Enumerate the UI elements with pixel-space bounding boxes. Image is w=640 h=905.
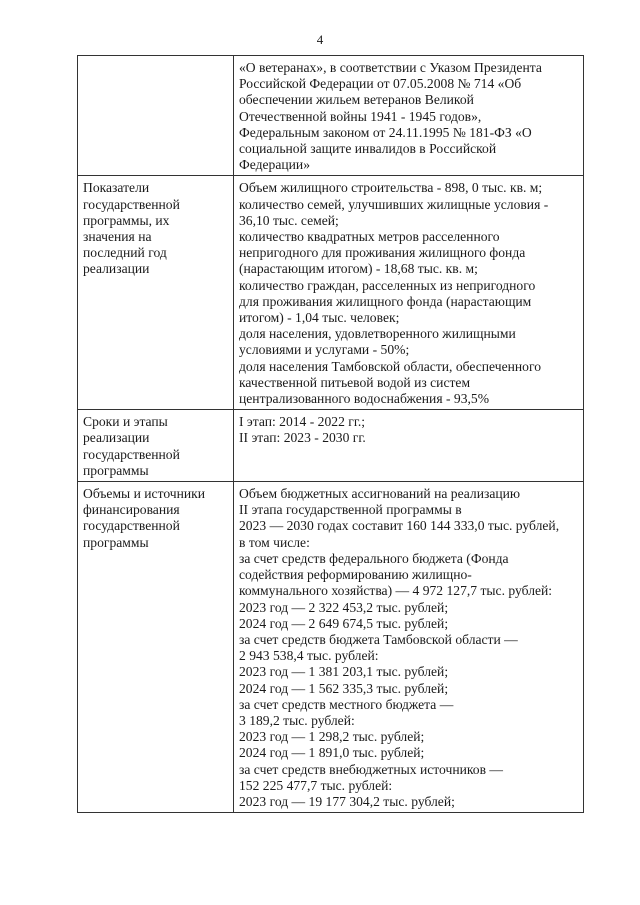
row-content-line: в том числе: <box>239 534 310 550</box>
row-label-line: программы <box>83 534 149 550</box>
row-content-line: II этапа государственной программы в <box>239 502 462 518</box>
row-label-line: последний год <box>83 245 167 261</box>
row-content-line: количество семей, улучшивших жилищные условия - <box>239 196 549 212</box>
row-label-cell <box>78 482 234 813</box>
table-row <box>78 482 584 813</box>
table-row <box>78 176 584 410</box>
row-content-line: качественной питьевой водой из систем <box>239 374 471 390</box>
table-row <box>78 56 584 176</box>
row-label-line: программы <box>83 462 149 478</box>
row-content-line: обеспечении жильем ветеранов Великой <box>239 92 474 108</box>
row-content-line: Федеральным законом от 24.11.1995 № 181-ФЗ «О <box>239 124 532 140</box>
row-content-line: социальной защите инвалидов в Российской <box>239 141 497 157</box>
row-label-cell <box>78 176 234 410</box>
row-content-line: для проживания жилищного фонда (нарастающим <box>239 293 532 309</box>
row-content-line: 2023 год — 1 298,2 тыс. рублей; <box>239 729 425 745</box>
row-content-line: Федерации» <box>239 157 310 173</box>
row-label-line: Сроки и этапы <box>83 414 168 430</box>
row-label-line: значения на <box>83 229 152 245</box>
row-content-line: 2023 год — 2 322 453,2 тыс. рублей; <box>239 599 449 615</box>
row-content-line: Объем бюджетных ассигнований на реализацию <box>239 486 521 502</box>
row-label-line: реализации <box>83 261 150 277</box>
row-content-line: количество квадратных метров расселенного <box>239 229 500 245</box>
row-content-line: 152 225 477,7 тыс. рублей: <box>239 777 393 793</box>
row-content-line: итогом) - 1,04 тыс. человек; <box>239 310 400 326</box>
row-content-line: Объем жилищного строительства - 898, 0 тыс. кв. м; <box>239 180 543 196</box>
table-row <box>78 410 584 482</box>
row-content-line: «О ветеранах», в соответствии с Указом Президента <box>239 60 542 75</box>
row-content-cell <box>234 410 584 482</box>
row-content-line: за счет средств федерального бюджета (Фонда <box>239 550 509 566</box>
row-content-line: доля населения Тамбовской области, обеспеченного <box>239 358 541 374</box>
row-label-line: реализации <box>83 430 150 446</box>
row-content-line: 2 943 538,4 тыс. рублей: <box>239 648 379 664</box>
row-content-line: 3 189,2 тыс. рублей: <box>239 712 355 728</box>
row-content-line: I этап: 2014 - 2022 гг.; <box>239 414 366 430</box>
row-content-line: 2023 год — 1 381 203,1 тыс. рублей; <box>239 664 449 680</box>
row-content-line: количество граждан, расселенных из непригодного <box>239 277 536 293</box>
row-content-line: содействия реформированию жилищно- <box>239 567 472 583</box>
row-label-line: государственной <box>83 446 180 462</box>
row-content-cell <box>234 176 584 410</box>
row-content-line: централизованного водоснабжения - 93,5% <box>239 391 490 407</box>
row-label-cell <box>78 410 234 482</box>
row-content-line: 2023 год — 19 177 304,2 тыс. рублей; <box>239 793 455 809</box>
program-passport-table <box>77 55 584 813</box>
row-label-line: государственной <box>83 518 180 534</box>
row-label-line: финансирования <box>83 502 180 518</box>
page-number: 4 <box>316 32 324 47</box>
row-content-line: 2024 год — 2 649 674,5 тыс. рублей; <box>239 615 449 631</box>
row-content-line: Российской Федерации от 07.05.2008 № 714 «Об <box>239 76 522 92</box>
row-content-line: II этап: 2023 - 2030 гг. <box>239 430 366 446</box>
row-label-line: программы, их <box>83 212 170 228</box>
row-content-line: коммунального хозяйства) — 4 972 127,7 тыс. рублей: <box>239 583 553 599</box>
row-content-line: условиями и услугами - 50%; <box>239 342 410 358</box>
row-content-cell <box>234 56 584 176</box>
row-content-line: 36,10 тыс. семей; <box>239 212 339 228</box>
row-label-line: государственной <box>83 196 180 212</box>
row-content-line: за счет средств бюджета Тамбовской области — <box>239 631 518 647</box>
row-content-cell <box>234 482 584 813</box>
row-content-line: 2024 год — 1 891,0 тыс. рублей; <box>239 745 425 761</box>
row-label-line: Показатели <box>83 180 150 196</box>
row-content-line: непригодного для проживания жилищного фонда <box>239 245 526 261</box>
row-content-line: за счет средств местного бюджета — <box>239 696 454 712</box>
row-content-line: за счет средств внебюджетных источников — <box>239 761 504 777</box>
row-label-cell <box>78 56 234 176</box>
row-content-line: 2023 — 2030 годах составит 160 144 333,0 тыс. рублей, <box>239 518 560 534</box>
row-content-line: 2024 год — 1 562 335,3 тыс. рублей; <box>239 680 449 696</box>
row-content-line: Отечественной войны 1941 - 1945 годов», <box>239 108 482 124</box>
row-content-line: доля населения, удовлетворенного жилищными <box>239 326 516 342</box>
row-label-line: Объемы и источники <box>83 486 206 502</box>
row-content-line: (нарастающим итогом) - 18,68 тыс. кв. м; <box>239 261 478 277</box>
